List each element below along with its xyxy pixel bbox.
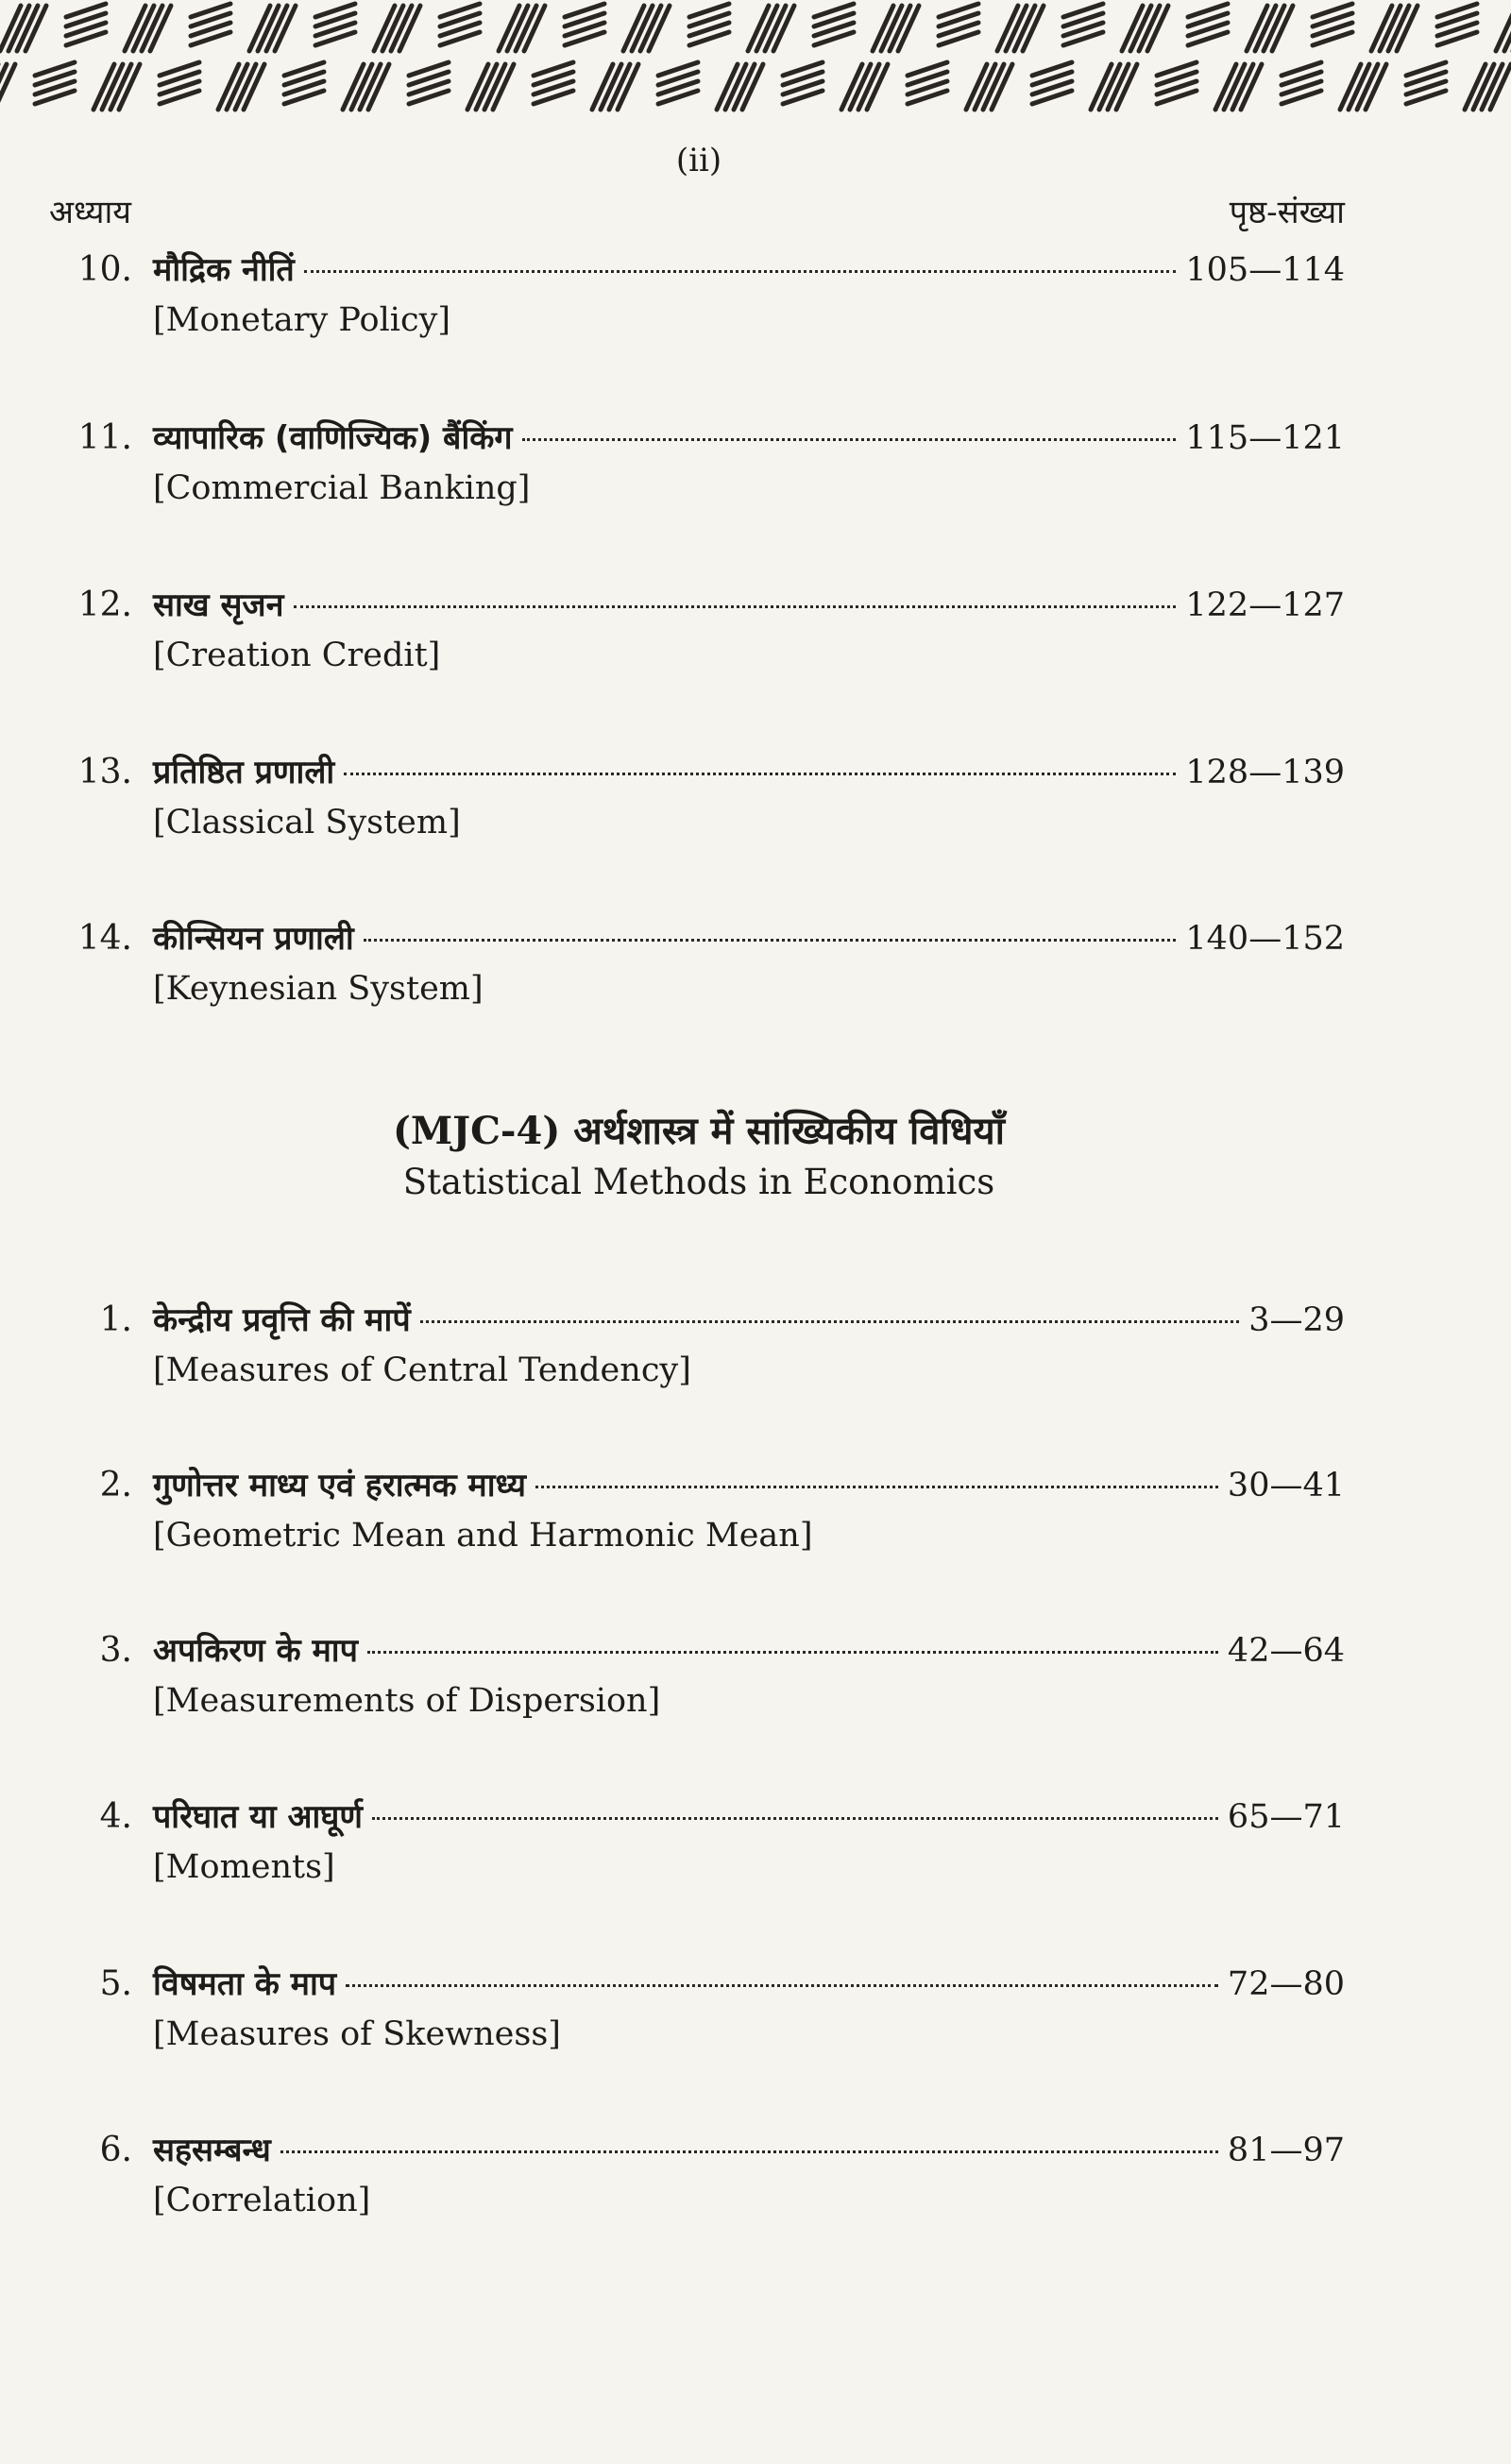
chapter-title-english: [Creation Credit] (153, 637, 441, 674)
chapter-title-english: [Moments] (153, 1848, 335, 1886)
chapter-number: 13. (77, 753, 132, 791)
chapter-title-english: [Geometric Mean and Harmonic Mean] (153, 1517, 813, 1555)
section-title-english: Statistical Methods in Economics (402, 1162, 995, 1202)
dot-leader (420, 1320, 1240, 1323)
chapter-number: 2. (99, 1466, 132, 1504)
page-range: 30—41 (1227, 1467, 1345, 1504)
chapter-number: 6. (99, 2131, 132, 2169)
page-range: 105—114 (1185, 251, 1345, 289)
dot-leader (304, 270, 1177, 273)
chapter-title-hindi: विषमता के माप (153, 1965, 337, 2003)
chapter-title-hindi: अपकिरण के माप (153, 1632, 358, 1670)
dot-leader (346, 1984, 1218, 1987)
page-range: 128—139 (1185, 754, 1345, 791)
chapter-number: 3. (99, 1631, 132, 1670)
page-range: 72—80 (1227, 1965, 1345, 2003)
toc-entry (49, 416, 1345, 510)
page-column-header: पृष्ठ-संख्या (1229, 194, 1345, 231)
toc-entry (49, 1628, 1345, 1723)
chapter-title-hindi: मौद्रिक नीतिं (153, 251, 295, 289)
page-range: 81—97 (1227, 2132, 1345, 2169)
page-range: 3—29 (1248, 1301, 1345, 1339)
chapter-title-english: [Classical System] (153, 804, 461, 841)
chapter-number: 1. (99, 1300, 132, 1339)
chapter-number: 14. (77, 919, 132, 958)
page-range: 122—127 (1185, 586, 1345, 624)
section-code: (MJC-4) (392, 1109, 561, 1153)
chapter-title-hindi: गुणोत्तर माध्य एवं हरात्मक माध्य (153, 1467, 527, 1504)
chapter-number: 4. (99, 1797, 132, 1836)
chapter-title-hindi: साख सृजन (153, 586, 284, 624)
page-range: 140—152 (1185, 920, 1345, 958)
chapter-title-english: [Measures of Central Tendency] (153, 1351, 691, 1389)
dot-leader (522, 438, 1177, 441)
page-number: (ii) (675, 142, 722, 179)
dot-leader (364, 939, 1177, 942)
toc-entry (49, 583, 1345, 677)
chapter-title-english: [Commercial Banking] (153, 469, 531, 507)
chapter-title-hindi: कीन्सियन प्रणाली (153, 920, 354, 958)
dot-leader (280, 2150, 1218, 2153)
section-title (0, 1105, 1398, 1158)
section-title-hindi: अर्थशास्त्र में सांख्यिकीय विधियाँ (573, 1110, 1006, 1153)
dot-leader (344, 773, 1176, 775)
decorative-border (0, 0, 1511, 142)
chapter-number: 12. (77, 586, 132, 624)
toc-entry (49, 1463, 1345, 1557)
chapter-title-hindi: केन्द्रीय प्रवृत्ति की मापें (153, 1301, 411, 1339)
dot-leader (535, 1486, 1218, 1488)
chapter-column-header: अध्याय (49, 194, 132, 231)
toc-entry (49, 1962, 1345, 2056)
chapter-title-hindi: परिघात या आघूर्ण (153, 1798, 363, 1836)
chapter-title-english: [Measurements of Dispersion] (153, 1682, 661, 1720)
chapter-number: 11. (77, 418, 132, 457)
toc-entry (49, 750, 1345, 844)
toc-entry (49, 1298, 1345, 1392)
chapter-title-hindi: सहसम्बन्ध (153, 2132, 271, 2169)
chapter-title-english: [Measures of Skewness] (153, 2015, 561, 2053)
chapter-title-english: [Keynesian System] (153, 970, 484, 1008)
page-range: 65—71 (1227, 1798, 1345, 1836)
chapter-title-english: [Monetary Policy] (153, 301, 450, 339)
page-range: 115—121 (1185, 419, 1345, 457)
dot-leader (367, 1651, 1218, 1654)
hatch-pattern-icon (0, 0, 1511, 142)
dot-leader (372, 1817, 1218, 1820)
page-range: 42—64 (1227, 1632, 1345, 1670)
toc-entry (49, 916, 1345, 1011)
chapter-title-hindi: प्रतिष्ठित प्रणाली (153, 754, 335, 791)
toc-entry (49, 1794, 1345, 1889)
chapter-number: 10. (77, 250, 132, 289)
section-heading (0, 1105, 1398, 1207)
chapter-title-english: [Correlation] (153, 2182, 371, 2219)
toc-entry (49, 247, 1345, 342)
dot-leader (294, 605, 1177, 608)
chapter-title-hindi: व्यापारिक (वाणिज्यिक) बैंकिंग (153, 419, 513, 457)
chapter-number: 5. (99, 1964, 132, 2003)
toc-entry (49, 2128, 1345, 2222)
